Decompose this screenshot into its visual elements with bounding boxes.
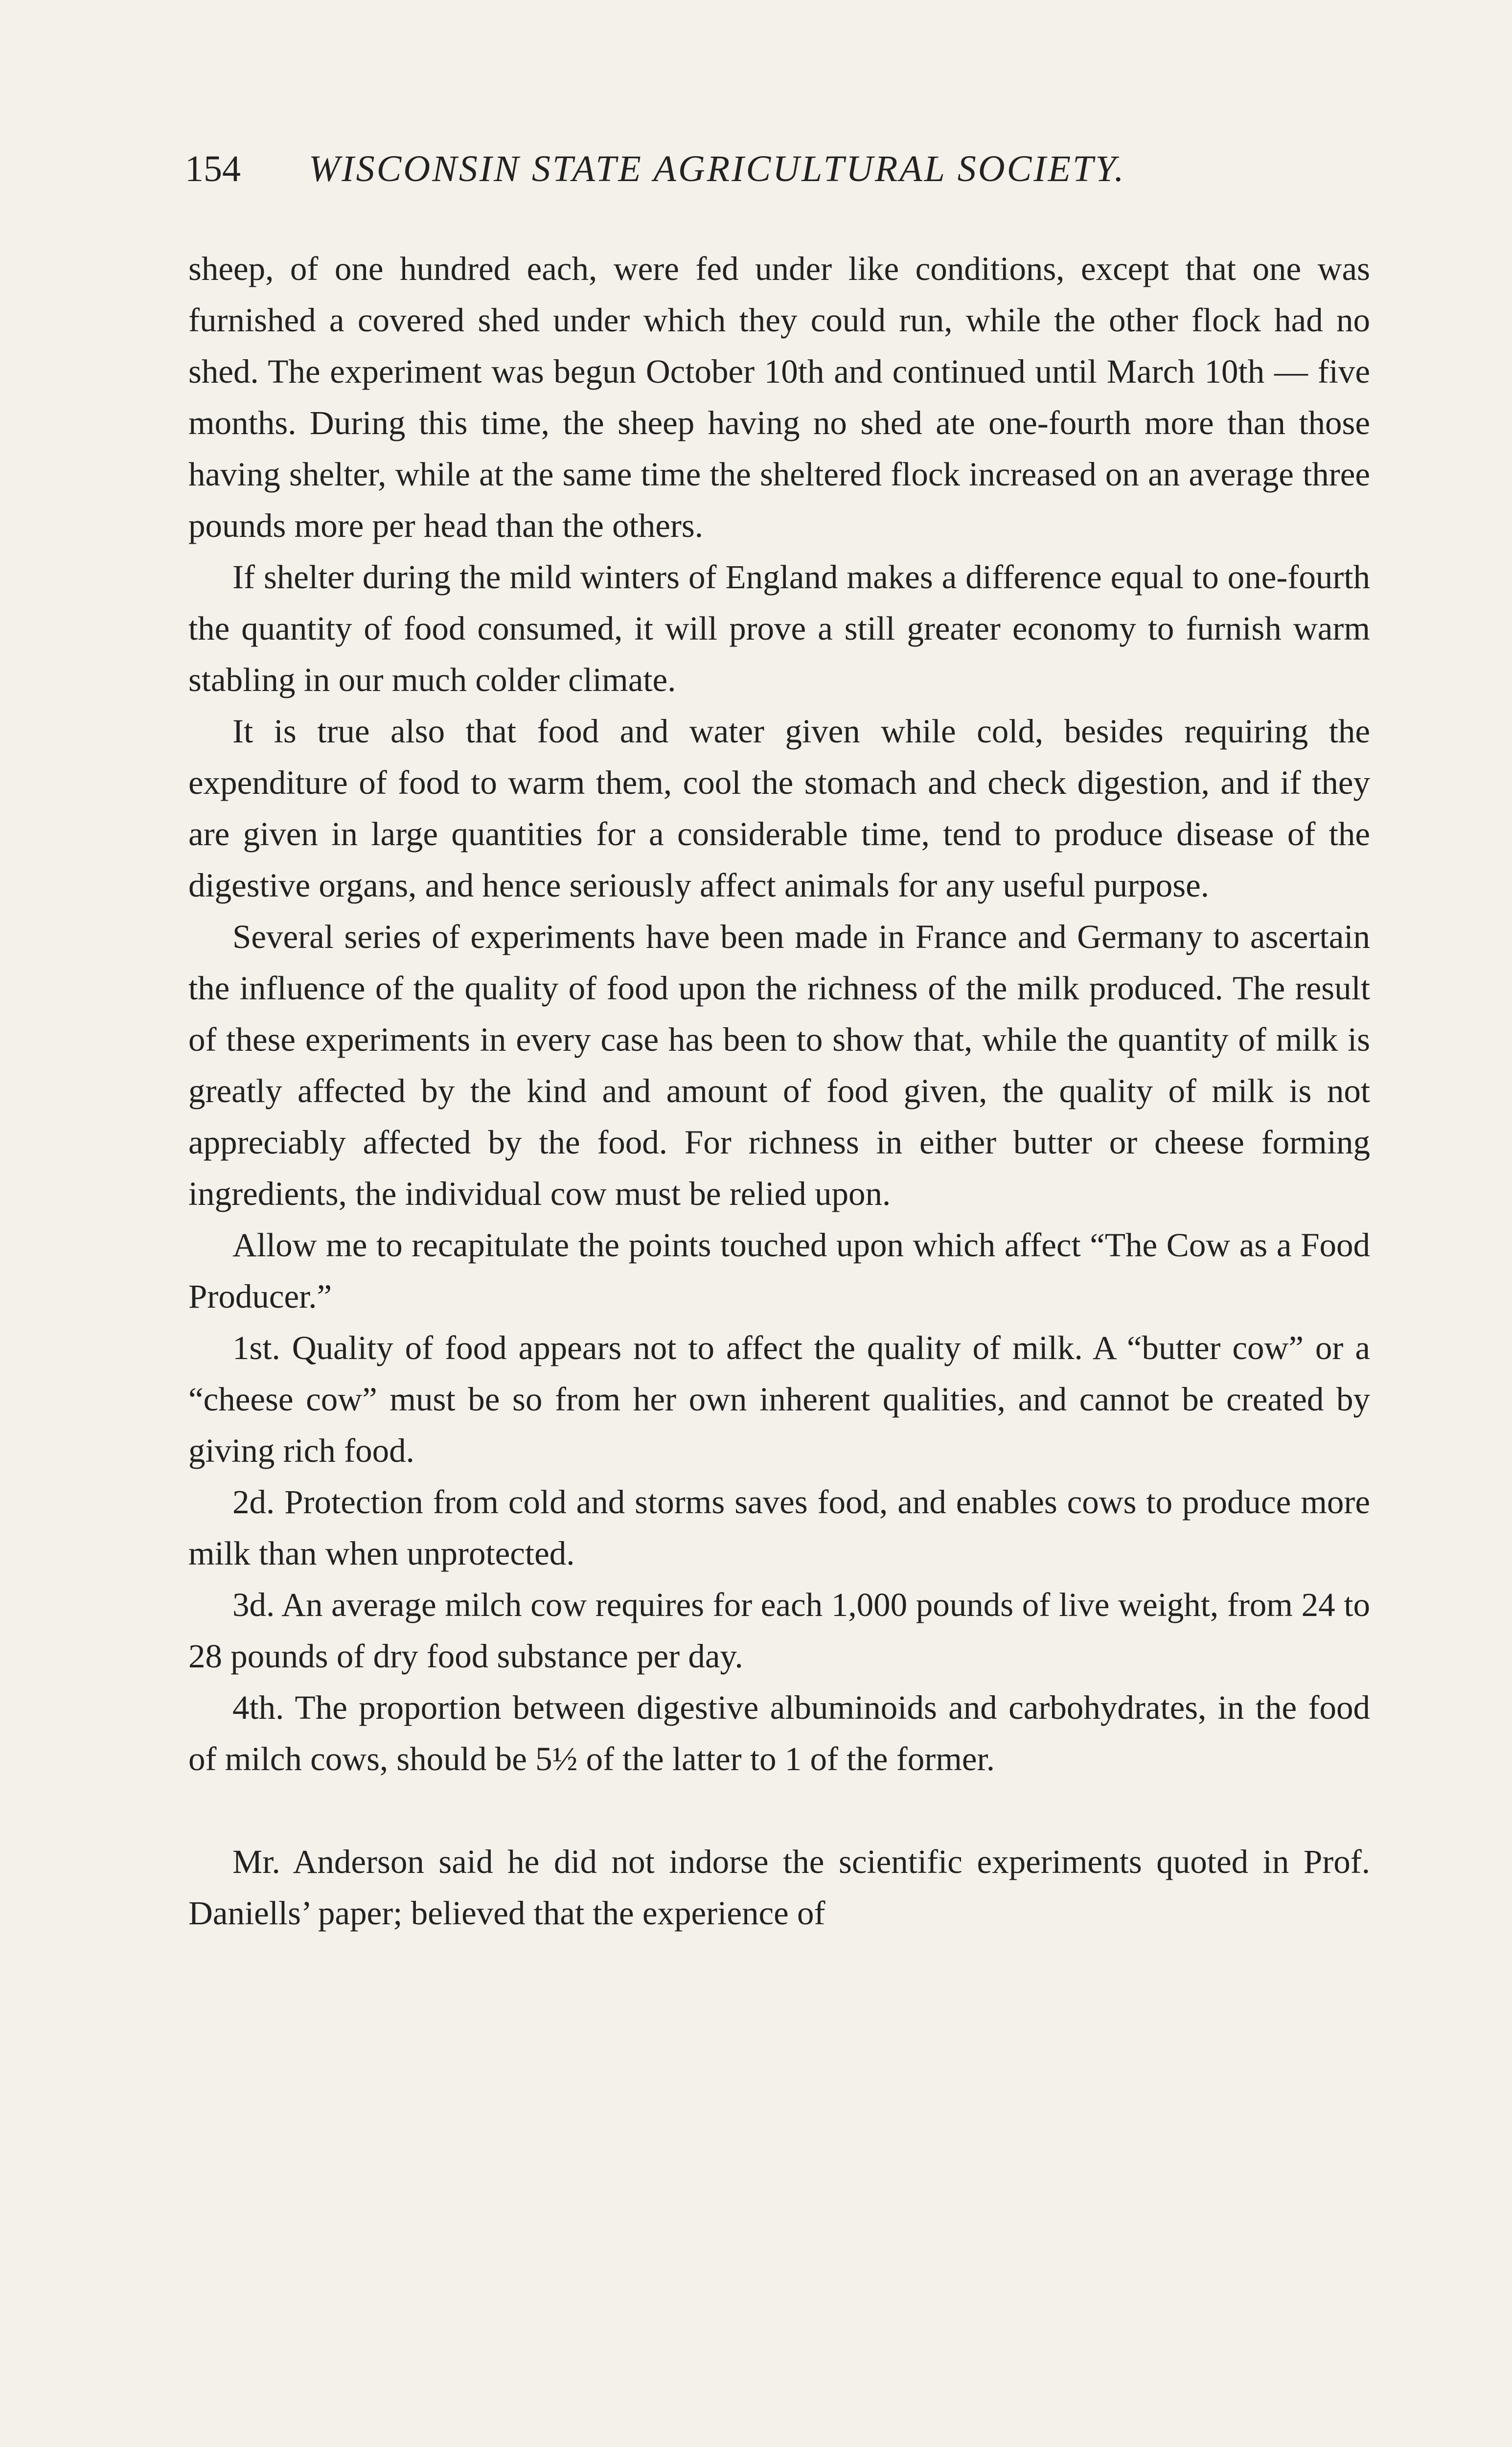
paragraph-recapitulate: Allow me to recapitulate the points touched upon which affect “The Cow as a Food Producer.”	[188, 1226, 1370, 1315]
body-text	[188, 243, 1370, 1939]
point-4th: 4th. The proportion between digestive albuminoids and carbohydrates, in the food of milch cows, should be 5½ of the latter to 1 of the former.	[188, 1689, 1370, 1778]
running-title: WISCONSIN STATE AGRICULTURAL SOCIETY.	[309, 148, 1126, 189]
page-header	[185, 142, 1310, 196]
paragraph-shelter: If shelter during the mild winters of England makes a difference equal to one-fourth the quantity of food consumed, it will prove a still greater economy to furnish warm stabling in our much colder climate.	[188, 558, 1370, 698]
page-number: 154	[185, 148, 241, 189]
paragraph-anderson: Mr. Anderson said he did not indorse the scientific experiments quoted in Prof. Daniells’ paper; believed that the experience of	[188, 1843, 1370, 1932]
point-3d: 3d. An average milch cow requires for each 1,000 pounds of live weight, from 24 to 28 pounds of dry food substance per day.	[188, 1586, 1370, 1675]
paragraph-cold-food: It is true also that food and water given while cold, besides requiring the expenditure of food to warm them, cool the stomach and check digestion, and if they are given in large quantities for a considerable time, tend to produce disease of the digestive organs, and hence seriously affect animals for any useful purpose.	[188, 713, 1370, 904]
point-2d: 2d. Protection from cold and storms saves food, and enables cows to produce more milk than when unprotected.	[188, 1483, 1370, 1572]
point-1st: 1st. Quality of food appears not to affect the quality of milk. A “butter cow” or a “cheese cow” must be so from her own inherent qualities, and cannot be created by giving rich food.	[188, 1329, 1370, 1469]
paragraph-sheep-experiment: sheep, of one hundred each, were fed under like conditions, except that one was furnished a covered shed under which they could run, while the other flock had no shed. The experiment was begun October 10th and continued until March 10th — five months. During this time, the sheep having no shed ate one-fourth more than those having shelter, while at the same time the sheltered flock increased on an average three pounds more per head than the others.	[188, 250, 1370, 544]
paragraph-milk-experiments: Several series of experiments have been made in France and Germany to ascertain the influence of the quality of food upon the richness of the milk produced. The result of these experiments in every case has been to show that, while the quantity of milk is greatly affected by the kind and amount of food given, the quality of milk is not appreciably affected by the food. For richness in either butter or cheese forming ingredients, the individual cow must be relied upon.	[188, 918, 1370, 1212]
